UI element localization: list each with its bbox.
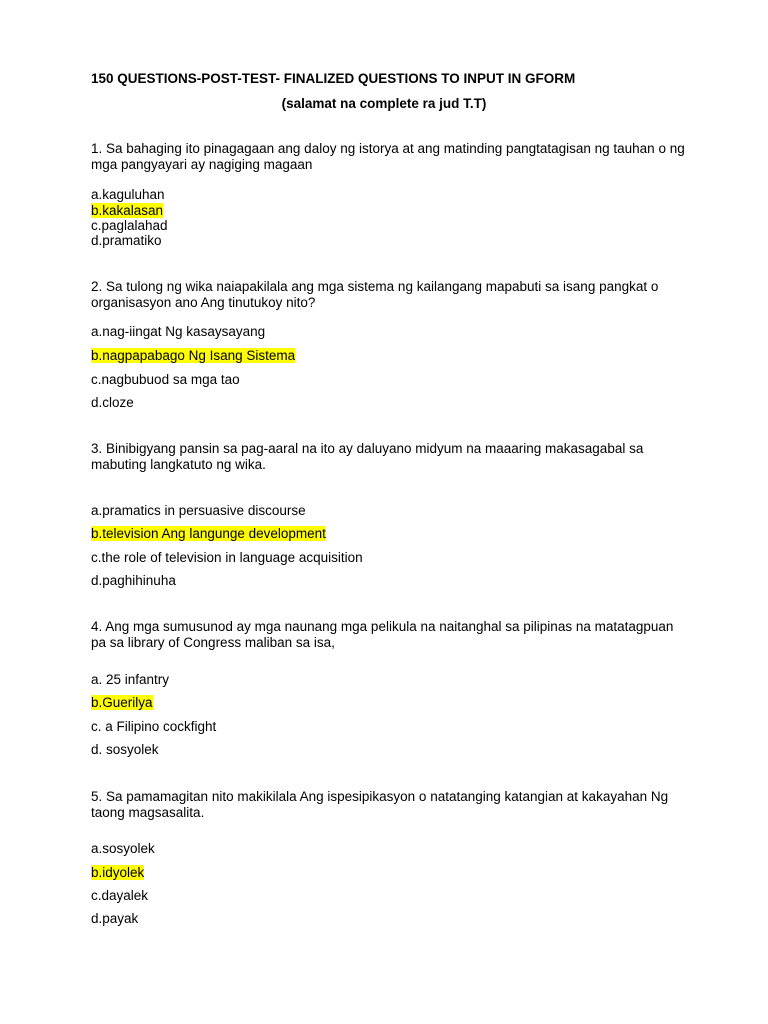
question-1-option-c: c.paglalahad: [91, 218, 168, 233]
question-2-text: 2. Sa tulong ng wika naiapakilala ang mga sistema ng kailangang mapabuti sa isang pangkat o organisasyon ano Ang tinutukoy nito?: [91, 279, 659, 310]
question-3-option-c: c.the role of television in language acquisition: [91, 550, 363, 565]
question-3-option-b-answer: [91, 526, 326, 542]
question-1-option-a: a.kaguluhan: [91, 187, 165, 202]
question-3-option-a: a.pramatics in persuasive discourse: [91, 503, 306, 518]
question-2-option-c: c.nagbubuod sa mga tao: [91, 372, 240, 387]
question-1-option-d: d.pramatiko: [91, 233, 162, 248]
question-1-text: 1. Sa bahaging ito pinagagaan ang daloy ng istorya at ang matinding pangtatagisan ng tauhan o ng mga pangyayari ay nagiging magaan: [91, 141, 685, 172]
question-4-option-c: c. a Filipino cockfight: [91, 719, 217, 734]
question-2-option-d: d.cloze: [91, 395, 134, 410]
question-5-option-d: d.payak: [91, 911, 139, 926]
question-5-option-c: c.dayalek: [91, 888, 149, 903]
question-3-option-d: d.paghihinuha: [91, 573, 176, 588]
question-4-option-a: a. 25 infantry: [91, 672, 170, 687]
question-4-text: 4. Ang mga sumusunod ay mga naunang mga pelikula na naitanghal sa pilipinas na matatagpuan pa sa library of Congress maliban sa isa,: [91, 619, 674, 650]
question-5-option-b-answer: [91, 865, 144, 881]
question-4-option-d: d. sosyolek: [91, 742, 159, 757]
answer-highlight: b.nagpapabago Ng Isang Sistema: [91, 348, 296, 363]
question-2-option-a: a.nag-iingat Ng kasaysayang: [91, 324, 266, 339]
question-4-option-b-answer: [91, 695, 153, 711]
question-2-option-b-answer: [91, 348, 295, 364]
answer-highlight: b.idyolek: [91, 865, 145, 880]
question-5-text: 5. Sa pamamagitan nito makikilala Ang ispesipikasyon o natatanging katangian at kakayahan Ng taong magsasalita.: [91, 789, 669, 820]
document-title: 150 QUESTIONS-POST-TEST- FINALIZED QUESTIONS TO INPUT IN GFORM: [91, 71, 576, 86]
answer-highlight: b.television Ang langunge development: [91, 526, 326, 541]
question-1-option-b-answer: [91, 203, 163, 219]
answer-highlight: b.Guerilya: [91, 695, 153, 710]
question-3-text: 3. Binibigyang pansin sa pag-aaral na ito ay daluyano midyum na maaaring makasagabal sa mabuting langkatuto ng wika.: [91, 441, 644, 472]
document-subtitle: (salamat na complete ra jud T.T): [281, 96, 487, 111]
question-5-option-a: a.sosyolek: [91, 841, 155, 856]
answer-highlight: b.kakalasan: [91, 203, 164, 218]
